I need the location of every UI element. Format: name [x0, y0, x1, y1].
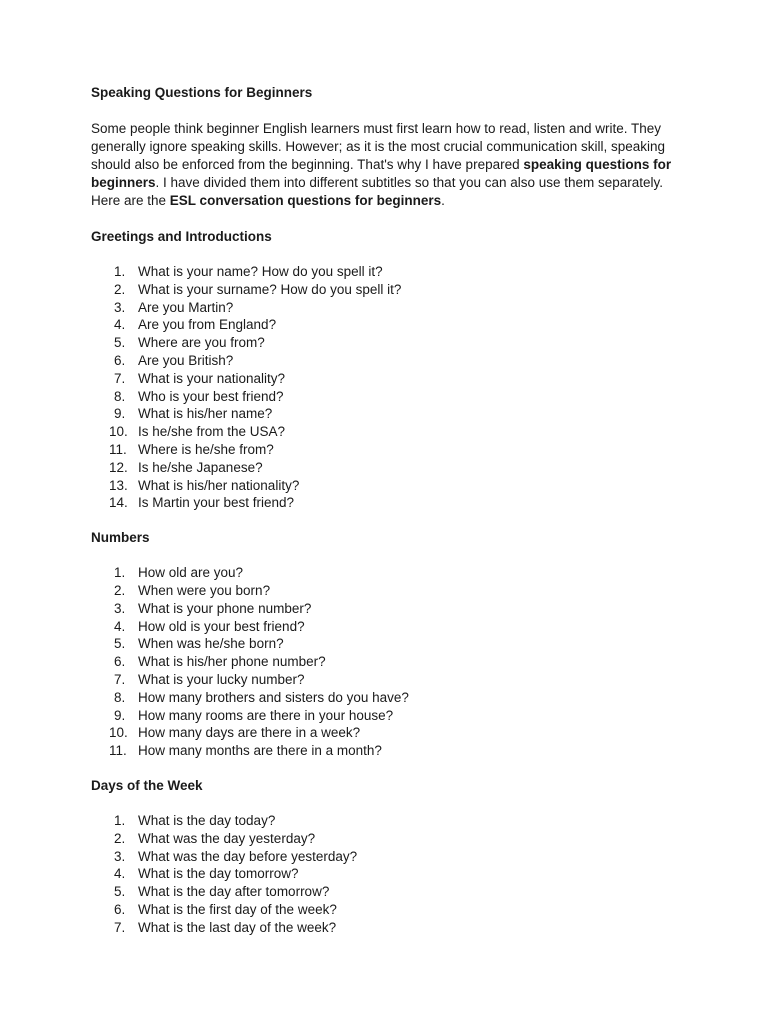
list-item-number: 6. [114, 654, 126, 670]
list-item-text: How many months are there in a month? [138, 743, 382, 759]
question-list [91, 263, 691, 512]
list-item-number: 11. [109, 441, 127, 457]
list-item [91, 901, 691, 919]
list-item-text: Where is he/she from? [138, 441, 274, 457]
list-item [91, 334, 691, 352]
list-item-text: What is the last day of the week? [138, 919, 337, 935]
list-item [91, 848, 691, 866]
list-item [91, 707, 691, 725]
list-item [91, 600, 691, 618]
list-item [91, 352, 691, 370]
list-item-number: 7. [114, 370, 126, 386]
question-list [91, 564, 691, 760]
list-item-number: 1. [114, 264, 126, 279]
list-item-text: Where are you from? [138, 335, 265, 351]
list-item-text: Are you Martin? [138, 299, 234, 315]
list-item-text: What is the day today? [138, 812, 276, 828]
list-item [91, 653, 691, 671]
list-item-number: 6. [114, 352, 126, 368]
list-item-text: What is his/her name? [138, 406, 273, 422]
intro-text-2: . I have divided them into different subtitles so that you can also use them separately. Here are the [91, 175, 664, 208]
list-item [91, 370, 691, 388]
list-item-number: 7. [114, 671, 126, 687]
list-item-text: Are you British? [138, 352, 234, 368]
list-item-number: 14. [109, 495, 128, 511]
document-page [91, 84, 691, 954]
list-item-number: 2. [114, 281, 126, 297]
list-item-number: 13. [109, 477, 128, 493]
list-item [91, 618, 691, 636]
list-item-number: 11. [109, 743, 127, 759]
list-item-number: 10. [109, 725, 128, 741]
list-item-text: What is your nationality? [138, 370, 286, 386]
list-item [91, 477, 691, 495]
list-item-number: 4. [114, 317, 126, 333]
list-item-text: How old are you? [138, 565, 244, 581]
section-heading: Days of the Week [91, 777, 203, 793]
list-item [91, 281, 691, 299]
list-item-text: What is your surname? How do you spell it? [138, 281, 402, 297]
section-heading: Numbers [91, 530, 150, 546]
list-item-number: 10. [109, 424, 128, 440]
list-item-text: What was the day yesterday? [138, 830, 316, 846]
list-item [91, 263, 691, 281]
intro-text-3: . [441, 193, 445, 208]
list-item-number: 12. [109, 459, 128, 475]
list-item-text: Is Martin your best friend? [138, 495, 295, 511]
document-title: Speaking Questions for Beginners [91, 85, 313, 100]
list-item [91, 671, 691, 689]
list-item-number: 6. [114, 901, 126, 917]
list-item-text: When was he/she born? [138, 636, 284, 652]
list-item-text: What is the first day of the week? [138, 901, 337, 917]
list-item-text: What is his/her nationality? [138, 477, 300, 493]
list-item [91, 689, 691, 707]
list-item [91, 494, 691, 512]
list-item [91, 405, 691, 423]
list-item-text: What is your phone number? [138, 600, 312, 616]
list-item-text: Are you from England? [138, 317, 277, 333]
intro-paragraph [91, 120, 691, 210]
list-item-number: 8. [114, 689, 126, 705]
list-item-text: How many brothers and sisters do you have? [138, 689, 409, 705]
list-item [91, 635, 691, 653]
list-item [91, 582, 691, 600]
list-item [91, 812, 691, 830]
list-item-number: 3. [114, 848, 126, 864]
list-item-number: 1. [114, 565, 126, 581]
list-item-text: Who is your best friend? [138, 388, 284, 404]
list-item [91, 441, 691, 459]
list-item-number: 5. [114, 636, 126, 652]
intro-bold-speaking-questions: speaking questions for beginners [91, 157, 672, 190]
section-heading: Greetings and Introductions [91, 229, 272, 244]
intro-bold-esl-questions: ESL conversation questions for beginners [169, 193, 442, 208]
list-item-number: 1. [114, 812, 126, 828]
list-item [91, 316, 691, 334]
list-item [91, 564, 691, 582]
list-item-text: What is your lucky number? [138, 671, 305, 687]
list-item [91, 423, 691, 441]
list-item [91, 919, 691, 937]
list-item [91, 459, 691, 477]
intro-text-1: Some people think beginner English learners must first learn how to read, listen and write. They generally ignore speaking skills. However; as it is the most crucial communication skill, speaking should also be enforced from the beginning. That's why I have prepared [91, 121, 665, 172]
list-item-number: 2. [114, 830, 126, 846]
list-item-number: 4. [114, 866, 126, 882]
list-item-number: 4. [114, 618, 126, 634]
question-list [91, 812, 691, 937]
list-item-text: What is your name? How do you spell it? [138, 264, 383, 279]
list-item [91, 883, 691, 901]
list-item-text: What is the day after tomorrow? [138, 884, 330, 900]
list-item-number: 7. [114, 919, 126, 935]
list-item [91, 724, 691, 742]
list-item [91, 299, 691, 317]
list-item-number: 8. [114, 388, 126, 404]
sections-container [91, 228, 691, 937]
list-item-text: What is his/her phone number? [138, 654, 326, 670]
list-item-text: How many days are there in a week? [138, 725, 361, 741]
list-item-number: 3. [114, 600, 126, 616]
list-item-text: When were you born? [138, 582, 271, 598]
list-item [91, 388, 691, 406]
list-item-text: How many rooms are there in your house? [138, 707, 394, 723]
list-item [91, 865, 691, 883]
list-item-number: 5. [114, 335, 126, 351]
list-item-number: 5. [114, 884, 126, 900]
list-item-number: 3. [114, 299, 126, 315]
list-item-text: What is the day tomorrow? [138, 866, 299, 882]
list-item-text: How old is your best friend? [138, 618, 305, 634]
list-item-number: 9. [114, 707, 126, 723]
list-item [91, 742, 691, 760]
list-item-text: Is he/she from the USA? [138, 424, 286, 440]
list-item-text: Is he/she Japanese? [138, 459, 263, 475]
list-item-number: 2. [114, 582, 126, 598]
list-item-number: 9. [114, 406, 126, 422]
list-item [91, 830, 691, 848]
list-item-text: What was the day before yesterday? [138, 848, 358, 864]
